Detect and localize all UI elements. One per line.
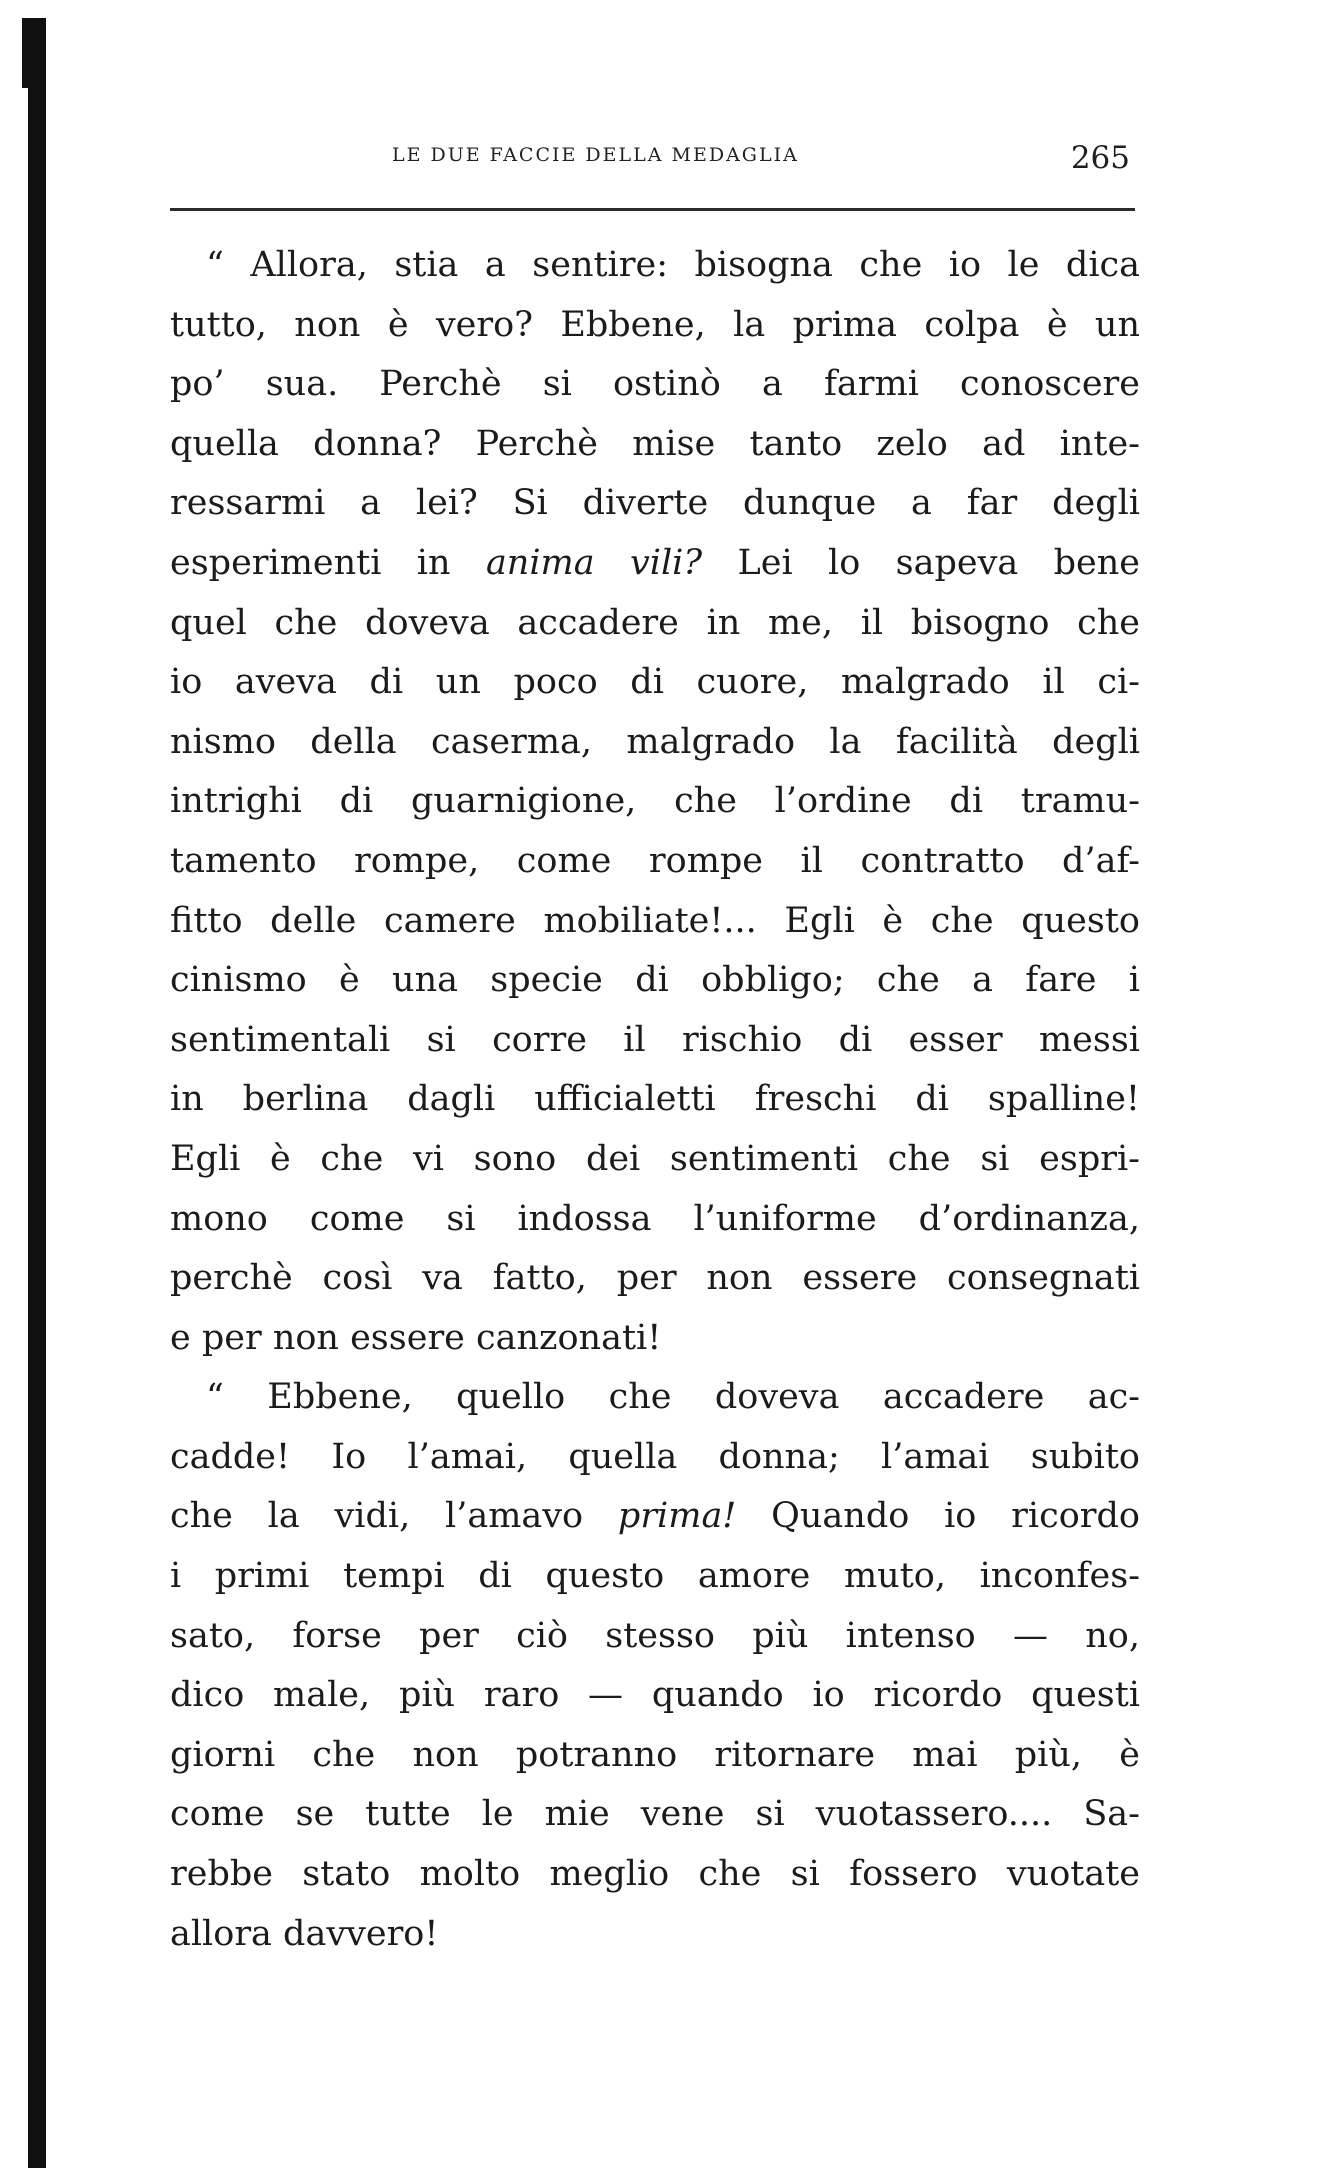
text-line: sato, forse per ciò stesso più intenso — no, bbox=[170, 1615, 1140, 1656]
body-text bbox=[170, 236, 1140, 1964]
text-segment: Lei lo sapeva bene bbox=[702, 542, 1141, 583]
text-line: io aveva di un poco di cuore, malgrado il ci- bbox=[170, 662, 1140, 703]
header-rule bbox=[170, 208, 1135, 211]
text-line: mono come si indossa l’uniforme d’ordinanza, bbox=[170, 1198, 1140, 1239]
text-line: “ Ebbene, quello che doveva accadere ac- bbox=[206, 1377, 1140, 1418]
page-number: 265 bbox=[1070, 140, 1130, 176]
book-spine-edge bbox=[22, 18, 32, 88]
text-segment: esperimenti in bbox=[170, 542, 486, 583]
text-line: perchè così va fatto, per non essere consegnati bbox=[170, 1258, 1140, 1299]
text-line: tamento rompe, come rompe il contratto d’af- bbox=[170, 840, 1140, 881]
text-line: ressarmi a lei? Si diverte dunque a far degli bbox=[170, 483, 1140, 524]
text-line: fitto delle camere mobiliate!... Egli è che questo bbox=[170, 900, 1140, 941]
text-line: nismo della caserma, malgrado la facilità degli bbox=[170, 721, 1140, 762]
text-line: Egli è che vi sono dei sentimenti che si espri- bbox=[170, 1138, 1140, 1179]
text-line: tutto, non è vero? Ebbene, la prima colpa è un bbox=[170, 304, 1140, 345]
italic-phrase: prima! bbox=[617, 1496, 737, 1537]
text-line: “ Allora, stia a sentire: bisogna che io le dica bbox=[206, 245, 1140, 285]
text-line bbox=[170, 534, 1140, 594]
text-segment: che la vidi, l’amavo bbox=[170, 1496, 618, 1537]
text-line: intrighi di guarnigione, che l’ordine di tramu- bbox=[170, 781, 1140, 822]
text-line: quel che doveva accadere in me, il bisogno che bbox=[170, 602, 1140, 643]
text-line: e per non essere canzonati! bbox=[170, 1317, 662, 1358]
running-head bbox=[170, 140, 1130, 190]
text-line: po’ sua. Perchè si ostinò a farmi conoscere bbox=[170, 364, 1140, 405]
text-line: quella donna? Perchè mise tanto zelo ad inte- bbox=[170, 423, 1140, 464]
running-title: LE DUE FACCIE DELLA MEDAGLIA bbox=[392, 144, 799, 166]
book-page bbox=[170, 0, 1180, 2171]
text-line: cinismo è una specie di obbligo; che a fare i bbox=[170, 960, 1140, 1001]
text-segment: Quando io ricordo bbox=[736, 1496, 1140, 1537]
text-line: i primi tempi di questo amore muto, inconfes- bbox=[170, 1556, 1140, 1597]
text-line: in berlina dagli ufficialetti freschi di spalline! bbox=[170, 1079, 1140, 1120]
book-spine-shadow bbox=[28, 18, 46, 2168]
text-line bbox=[170, 1487, 1140, 1547]
text-line: sentimentali si corre il rischio di esser messi bbox=[170, 1019, 1140, 1060]
text-line: allora davvero! bbox=[170, 1913, 439, 1954]
italic-phrase: anima vili? bbox=[485, 542, 703, 583]
text-line: cadde! Io l’amai, quella donna; l’amai subito bbox=[170, 1436, 1140, 1477]
text-line: come se tutte le mie vene si vuotassero.... Sa- bbox=[170, 1794, 1140, 1835]
text-line: giorni che non potranno ritornare mai più, è bbox=[170, 1734, 1140, 1775]
text-line: dico male, più raro — quando io ricordo questi bbox=[170, 1675, 1140, 1716]
text-line: rebbe stato molto meglio che si fossero vuotate bbox=[170, 1854, 1140, 1895]
